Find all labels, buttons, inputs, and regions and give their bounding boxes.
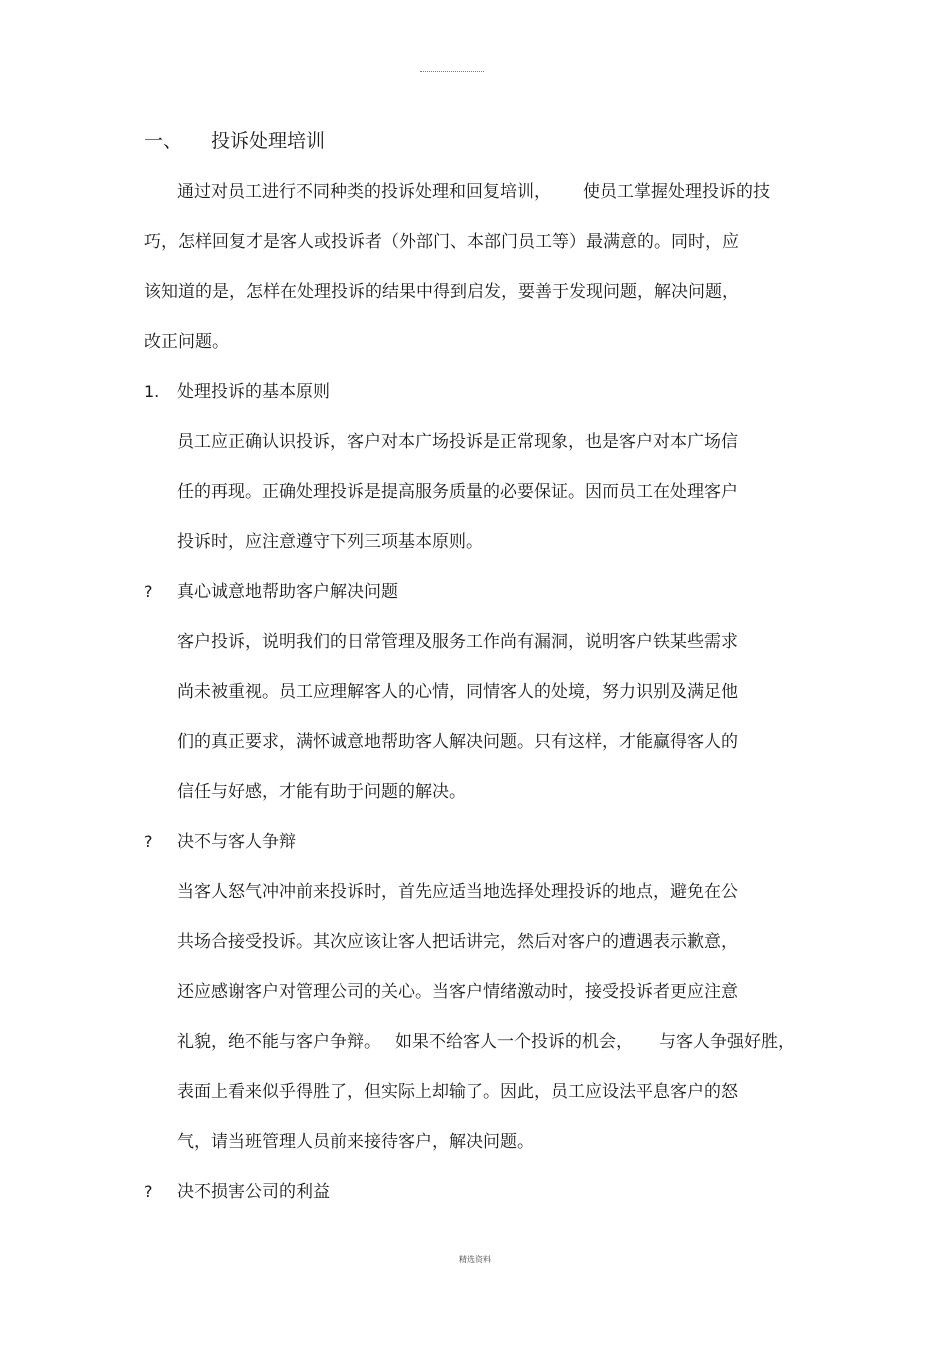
intro-line-4: 改正问题。 [144,332,229,352]
bullet-marker: ? [144,1182,153,1201]
header-rule [420,71,484,72]
principle-2-line-1: 当客人怒气冲冲前来投诉时，首先应适当地选择处理投诉的地点，避免在公 [177,882,738,902]
principle-1-title: 真心诚意地帮助客户解决问题 [177,582,398,602]
principle-2-line-4c: 与客人争强好胜， [659,1032,795,1052]
section1-line-2: 任的再现。正确处理投诉是提高服务质量的必要保证。因而员工在处理客户 [177,482,738,502]
principle-2-line-4a: 礼貌，绝不能与客户争辩。 [177,1032,381,1052]
principle-2-line-4 [177,1031,795,1053]
principle-1-line-4: 信任与好感，才能有助于问题的解决。 [177,782,466,802]
principle-1-line-2: 尚未被重视。员工应理解客人的心情，同情客人的处境，努力识别及满足他 [177,682,738,702]
principle-2-title: 决不与客人争辩 [177,832,296,852]
intro-line-1b: 使员工掌握处理投诉的技 [583,182,770,202]
section-title: 处理投诉的基本原则 [177,382,330,402]
section1-line-1: 员工应正确认识投诉，客户对本广场投诉是正常现象，也是客户对本广场信 [177,432,738,452]
section1-line-3: 投诉时，应注意遵守下列三项基本原则。 [177,532,483,552]
principle-1-line-3: 们的真正要求，满怀诚意地帮助客人解决问题。只有这样，才能赢得客人的 [177,732,738,752]
intro-line-1a: 通过对员工进行不同种类的投诉处理和回复培训， [177,182,551,202]
principle-2-line-4b: 如果不给客人一个投诉的机会， [395,1032,633,1052]
principle-2-line-3: 还应感谢客户对管理公司的关心。当客户情绪激动时，接受投诉者更应注意 [177,982,738,1002]
intro-line-2: 巧，怎样回复才是客人或投诉者（外部门、本部门员工等）最满意的。同时，应 [144,232,739,252]
bullet-marker: ? [144,582,153,601]
page-title: 投诉处理培训 [211,130,326,152]
principle-2-line-6: 气，请当班管理人员前来接待客户，解决问题。 [177,1132,534,1152]
section-number: 1. [144,382,160,401]
bullet-marker: ? [144,832,153,851]
page-footer: 精选资料 [459,1255,491,1264]
principle-1-line-1: 客户投诉，说明我们的日常管理及服务工作尚有漏洞，说明客户铁某些需求 [177,632,738,652]
principle-2-line-2: 共场合接受投诉。其次应该让客人把话讲完，然后对客户的遭遇表示歉意， [177,932,738,952]
principle-2-line-5: 表面上看来似乎得胜了，但实际上却输了。因此，员工应设法平息客户的怒 [177,1082,738,1102]
intro-line-1 [177,181,770,203]
intro-line-3: 该知道的是，怎样在处理投诉的结果中得到启发，要善于发现问题，解决问题， [144,282,739,302]
heading-number: 一、 [144,130,183,152]
principle-3-title: 决不损害公司的利益 [177,1182,330,1202]
